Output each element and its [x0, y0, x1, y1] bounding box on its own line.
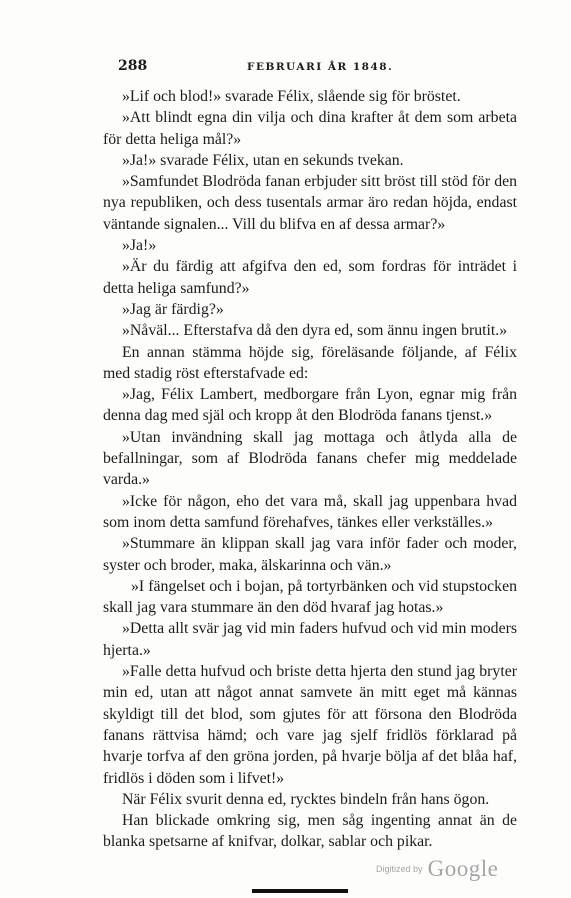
page-header [118, 58, 518, 78]
paragraph: När Félix svurit denna ed, rycktes bindeln från hans ögon. [122, 790, 490, 808]
paragraph: »Är du färdig att afgifva den ed, som fordras för inträdet i detta heliga samfund?» [103, 258, 517, 297]
paragraph: »Ja!» svarade Félix, utan en sekunds tvekan. [122, 151, 404, 169]
paragraph: Han blickade omkring sig, men såg ingenting annat än de blanka spetsarne af knifvar, dolkar, sablar och pikar. [103, 812, 517, 851]
paragraph: »Jag, Félix Lambert, medborgare från Lyon, egnar mig från denna dag med själ och kropp åt den Blodröda fanans tjenst.» [103, 386, 517, 425]
body-text [103, 86, 517, 853]
paragraph: »I fängelset och i bojan, på tortyrbänken och vid stupstocken skall jag vara stummare än den död hvaraf jag hotas.» [103, 577, 517, 617]
paragraph: En annan stämma höjde sig, föreläsande följande, af Félix med stadig röst efterstafvade ed: [103, 343, 517, 382]
digitized-by-watermark [376, 856, 498, 882]
running-head: FEBRUARI ÅR 1848. [247, 61, 394, 73]
google-logo: Google [427, 856, 499, 881]
paragraph: »Samfundet Blodröda fanan erbjuder sitt bröst till stöd för den nya republiken, och dess tusentals armar äro redan höjda, endast väntande signalen... Vill du blifva en af dessa armar?» [103, 173, 517, 233]
paragraph: »Att blindt egna din vilja och dina krafter åt dem som arbeta för detta heliga mål?» [103, 109, 517, 148]
paragraph: »Falle detta hufvud och briste detta hjerta den stund jag bryter min ed, utan att något annat samvete än mitt eget må kännas skyldigt till det blod, som gjutes för att försona den Blodröda fanans rättvisa hämd; och vare jag sjelf fridlös förklarad på hvarje torfva af den gröna jorden, på hvarje bölja af det blåa haf, fridlös i döden som i lifvet!» [103, 663, 517, 787]
paragraph: »Detta allt svär jag vid min faders hufvud och vid min moders hjerta.» [103, 620, 517, 659]
paragraph: »Utan invändning skall jag mottaga och åtlyda alla de befallningar, som af Blodröda fanans chefer mig meddelade varda.» [103, 428, 517, 489]
paragraph: »Jag är färdig?» [122, 300, 224, 318]
paragraph: »Icke för någon, eho det vara må, skall jag uppenbara hvad som inom detta samfund förehafves, tänkes eller verkställes.» [103, 492, 517, 531]
bottom-rule [252, 889, 348, 893]
paragraph: »Ja!» [122, 237, 157, 255]
paragraph: »Lif och blod!» svarade Félix, slående sig för bröstet. [122, 88, 461, 105]
paragraph: »Stummare än klippan skall jag vara inför fader och moder, syster och broder, maka, älskarinna och vän.» [103, 535, 517, 574]
paragraph: »Nåväl... Efterstafva då den dyra ed, som ännu ingen brutit.» [122, 322, 508, 340]
page-number: 288 [118, 58, 148, 74]
watermark-prefix: Digitized by [376, 864, 423, 874]
